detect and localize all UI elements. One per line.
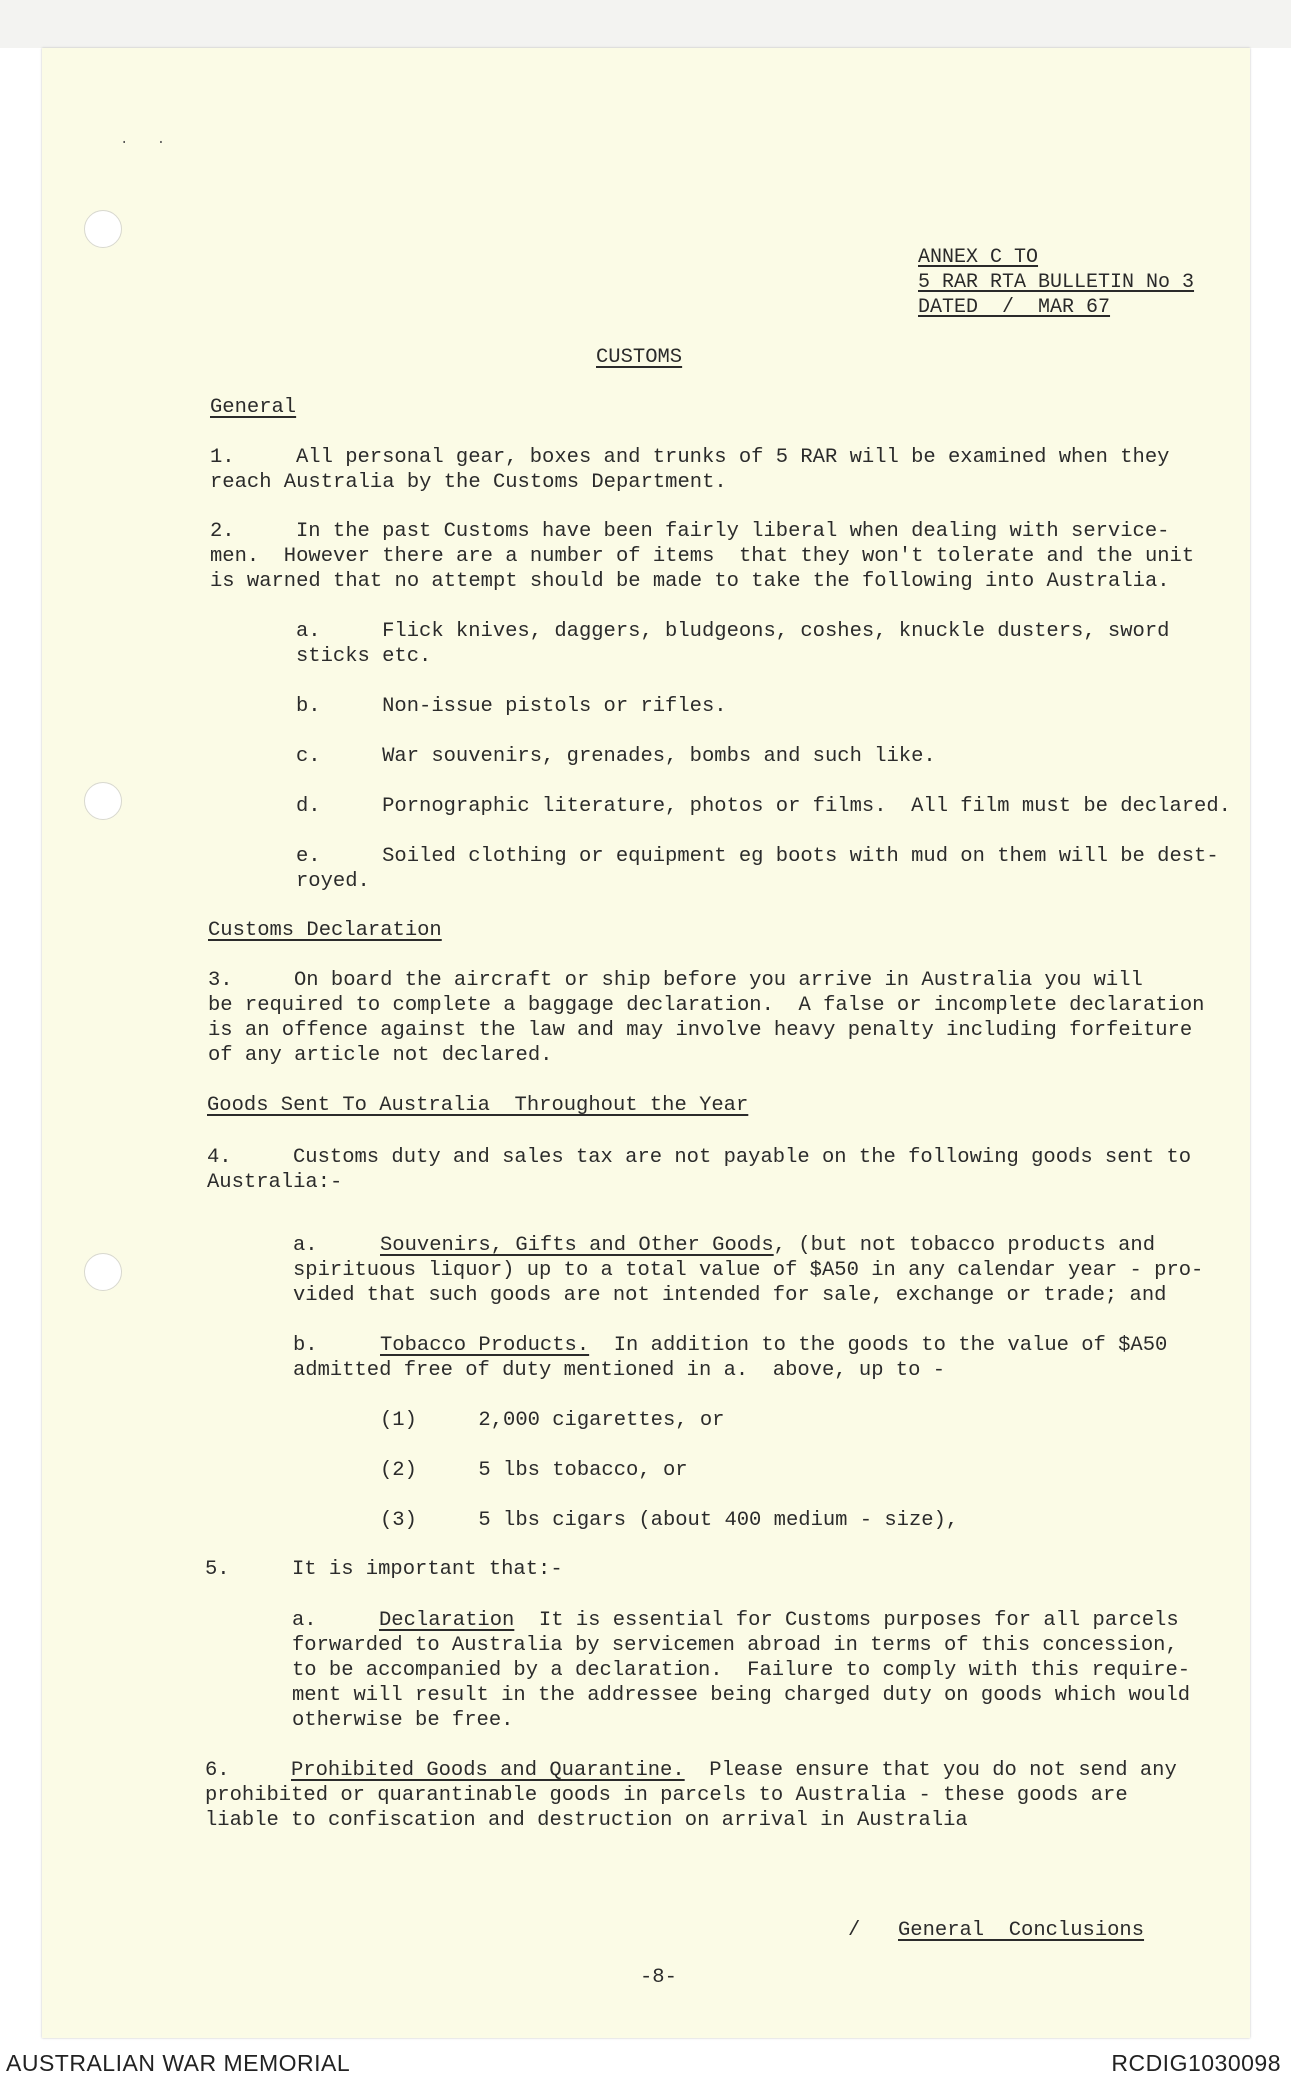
item-4a-heading: Souvenirs, Gifts and Other Goods (380, 1234, 774, 1257)
paragraph-6-heading: Prohibited Goods and Quarantine. (291, 1759, 685, 1782)
paragraph-3-line-2: be required to complete a baggage declaration. A false or incomplete declaration (208, 994, 1205, 1017)
item-5a-line-5: otherwise be free. (292, 1709, 514, 1732)
allowance-3: (3) 5 lbs cigars (about 400 medium - size), (380, 1509, 959, 1532)
item-5a-line-2: forwarded to Australia by servicemen abroad in terms of this concession, (292, 1634, 1178, 1657)
paragraph-3-line-4: of any article not declared. (208, 1044, 553, 1067)
paragraph-3-line-1: On board the aircraft or ship before you arrive in Australia you will (294, 969, 1143, 992)
allowance-1: (1) 2,000 cigarettes, or (380, 1409, 725, 1432)
margin-marks: · · (120, 135, 176, 151)
paragraph-2-line-3: is warned that no attempt should be made to take the following into Australia. (210, 570, 1170, 593)
paragraph-6-line-1 (291, 1758, 1177, 1783)
page-number: -8- (640, 1966, 677, 1989)
paragraph-4-number: 4. (207, 1146, 232, 1169)
paragraph-3-line-3: is an offence against the law and may involve heavy penalty including forfeiture (208, 1019, 1193, 1042)
item-2e-line-1: e. Soiled clothing or equipment eg boots with mud on them will be dest- (296, 845, 1219, 868)
paragraph-2-line-1: In the past Customs have been fairly liberal when dealing with service- (296, 520, 1170, 543)
item-2e-line-2: royed. (296, 870, 370, 893)
item-4a-line-3: vided that such goods are not intended for sale, exchange or trade; and (293, 1284, 1167, 1307)
item-2c: c. War souvenirs, grenades, bombs and such like. (296, 745, 936, 768)
footer-record-id: RCDIG1030098 (1111, 2050, 1281, 2076)
punch-hole-bottom (84, 1253, 122, 1291)
item-4b-heading: Tobacco Products. (380, 1334, 590, 1357)
annex-line-1: ANNEX C TO (918, 246, 1039, 269)
item-4b-line-2: admitted free of duty mentioned in a. above, up to - (293, 1359, 946, 1382)
annex-line-3: DATED / MAR 67 (918, 296, 1111, 319)
paragraph-6-line-3: liable to confiscation and destruction on arrival in Australia (205, 1809, 968, 1832)
paragraph-4-line-1: Customs duty and sales tax are not payable on the following goods sent to (293, 1146, 1192, 1169)
allowance-2: (2) 5 lbs tobacco, or (380, 1459, 688, 1482)
punch-hole-middle (84, 782, 122, 820)
item-5a-line-3: to be accompanied by a declaration. Failure to comply with this require- (292, 1659, 1191, 1682)
continuation-slash: / (848, 1919, 861, 1942)
paragraph-3-number: 3. (208, 969, 233, 992)
paragraph-6-line-1-rest: Please ensure that you do not send any (684, 1759, 1177, 1782)
item-2d: d. Pornographic literature, photos or films. All film must be declared. (296, 795, 1231, 818)
item-4a-line-1 (380, 1233, 1155, 1258)
paragraph-5-number: 5. (205, 1558, 230, 1581)
item-4a-line-2: spirituous liquor) up to a total value of $A50 in any calendar year - pro- (293, 1259, 1204, 1282)
item-4b-label: b. (293, 1334, 318, 1357)
continuation-text: General Conclusions (898, 1919, 1145, 1942)
paragraph-6-number: 6. (205, 1759, 230, 1782)
punch-hole-top (84, 210, 122, 248)
section-heading-customs-declaration: Customs Declaration (208, 919, 442, 942)
paragraph-1-line-2: reach Australia by the Customs Department. (210, 471, 727, 494)
section-heading-general: General (210, 396, 297, 419)
item-4b-line-1 (380, 1333, 1167, 1358)
paragraph-1-number: 1. (210, 446, 235, 469)
footer-source: AUSTRALIAN WAR MEMORIAL (6, 2050, 351, 2076)
item-2a-line-2: sticks etc. (296, 645, 432, 668)
paragraph-2-number: 2. (210, 520, 235, 543)
paragraph-1-line-1: All personal gear, boxes and trunks of 5 RAR will be examined when they (296, 446, 1170, 469)
paragraph-4-line-2: Australia:- (207, 1171, 343, 1194)
item-5a-line-1 (379, 1608, 1179, 1633)
item-2a-line-1: a. Flick knives, daggers, bludgeons, coshes, knuckle dusters, sword (296, 620, 1170, 643)
item-5a-heading: Declaration (379, 1609, 515, 1632)
item-4b-line-1-rest: In addition to the goods to the value of $A50 (589, 1334, 1168, 1357)
item-5a-line-4: ment will result in the addressee being charged duty on goods which would (292, 1684, 1191, 1707)
paragraph-5-line-1: It is important that:- (292, 1558, 563, 1581)
item-5a-line-1-rest: It is essential for Customs purposes for all parcels (514, 1609, 1179, 1632)
section-heading-goods-sent: Goods Sent To Australia Throughout the Year (207, 1094, 749, 1117)
paragraph-6-line-2: prohibited or quarantinable goods in parcels to Australia - these goods are (205, 1784, 1128, 1807)
paragraph-2-line-2: men. However there are a number of items that they won't tolerate and the unit (210, 545, 1195, 568)
item-4a-label: a. (293, 1234, 318, 1257)
item-2b: b. Non-issue pistols or rifles. (296, 695, 727, 718)
item-5a-label: a. (292, 1609, 317, 1632)
annex-line-2: 5 RAR RTA BULLETIN No 3 (918, 271, 1195, 294)
annex-reference (918, 245, 1194, 320)
document-title: CUSTOMS (596, 346, 683, 369)
item-4a-line-1-rest: , (but not tobacco products and (773, 1234, 1156, 1257)
top-scan-band (0, 0, 1291, 48)
